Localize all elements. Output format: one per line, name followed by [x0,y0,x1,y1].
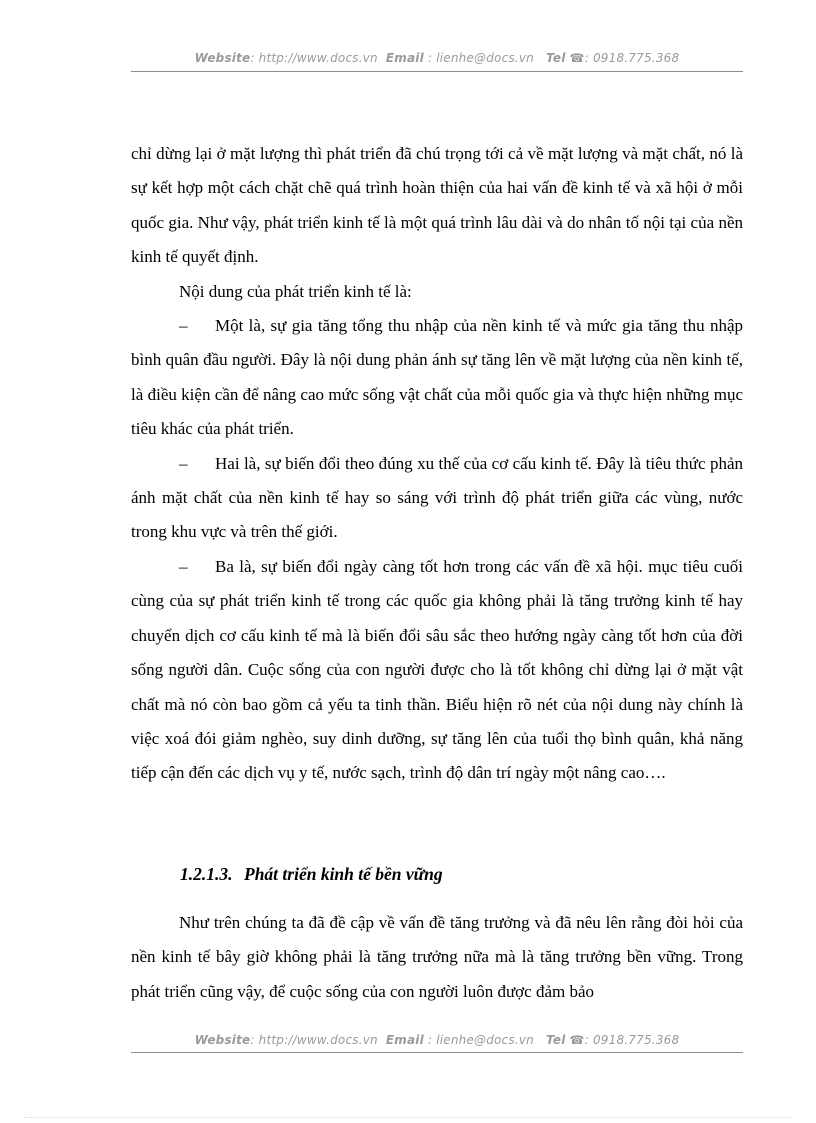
list-item [131,447,743,550]
footer-email-value: : lienhe@docs.vn [427,1033,534,1047]
dash-bullet: – [179,453,188,473]
footer-tel-value: ☎: 0918.775.368 [569,1033,680,1047]
page-footer [131,1033,743,1047]
body-text-block-2 [131,906,743,1009]
footer-tel-label: Tel [546,1033,566,1047]
section-number: 1.2.1.3. [180,864,233,884]
list-item [131,550,743,791]
list-item-text: Một là, sự gia tăng tổng thu nhập của nền kinh tế và mức gia tăng thu nhập bình quân đầu người. Đây là nội dung phản ánh sự tăng lên về mặt lượng của nền kinh tế, là điều kiện cần để nâng cao mức sống vật chất của mỗi quốc gia và thực hiện những mục tiêu khác của phát triển. [131,316,743,439]
footer-rule [131,1052,743,1053]
paragraph-sustainable: Như trên chúng ta đã đề cập về vấn đề tăng trưởng và đã nêu lên rằng đòi hỏi của nền kinh tế bây giờ không phải là tăng trưởng nữa mà là tăng trưởng bền vững. Trong phát triển cũng vậy, để cuộc sống của con người luôn được đảm bảo [131,913,743,1001]
footer-email-label: Email [385,1033,424,1047]
page-header [131,51,743,65]
body-text-block [131,137,743,791]
header-email-value: : lienhe@docs.vn [427,51,534,65]
section-title: Phát triển kinh tế bền vững [244,864,443,884]
list-item [131,309,743,447]
list-item-text: Hai là, sự biến đổi theo đúng xu thế của cơ cấu kinh tế. Đây là tiêu thức phản ánh mặt chất của nền kinh tế hay so sáng với trình độ phát triển giữa các vùng, nước trong khu vực và trên thế giới. [131,453,743,542]
page-edge-divider [24,1117,792,1118]
dash-bullet: – [179,316,188,336]
dash-bullet: – [179,556,188,576]
header-tel-value: ☎: 0918.775.368 [569,51,680,65]
header-website-label: Website [194,51,251,65]
list-item-text: Ba là, sự biến đổi ngày càng tốt hơn trong các vấn đề xã hội. mục tiêu cuối cùng của sự phát triển kinh tế trong các quốc gia không phải là tăng trưởng kinh tế hay chuyển dịch cơ cấu kinh tế mà là biến đổi sâu sắc theo hướng ngày càng tốt hơn của đời sống người dân. Cuộc sống của con người được cho là tốt không chỉ dừng lại ở mặt vật chất mà nó còn bao gồm cả yếu ta tinh thần. Biểu hiện rõ nét của nội dung này chính là việc xoá đói giảm nghèo, suy dinh dưỡng, sự tăng lên của tuổi thọ bình quân, khả năng tiếp cận đến các dịch vụ y tế, nước sạch, trình độ dân trí ngày một nâng cao…. [131,556,743,783]
footer-website-value: : http://www.docs.vn [250,1033,378,1047]
footer-website-label: Website [194,1033,251,1047]
paragraph-intro: Nội dung của phát triển kinh tế là: [179,281,412,301]
header-tel-label: Tel [546,51,566,65]
header-rule [131,71,743,72]
section-heading [180,864,443,885]
header-website-value: : http://www.docs.vn [250,51,378,65]
paragraph-continuation: chỉ dừng lại ở mặt lượng thì phát triển đã chú trọng tới cả về mặt lượng và mặt chất, nó là sự kết hợp một cách chặt chẽ quá trình hoàn thiện của hai vấn đề kinh tế và xã hội ở mỗi quốc gia. Như vậy, phát triển kinh tế là một quá trình lâu dài và do nhân tố nội tại của nền kinh tế quyết định. [131,144,743,267]
header-email-label: Email [385,51,424,65]
